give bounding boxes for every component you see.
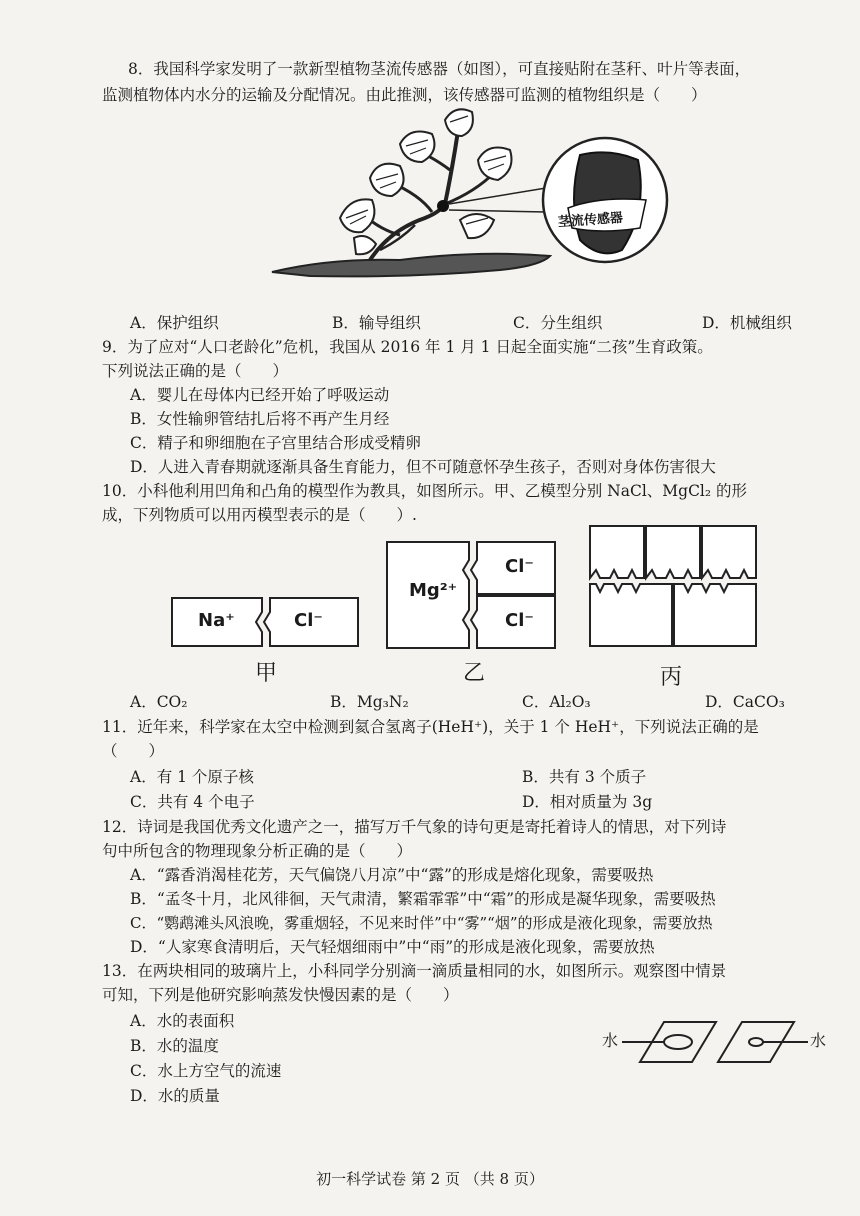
q8-option-a: A．保护组织: [130, 314, 219, 332]
model-b-ion-1: Mg²⁺: [409, 580, 458, 601]
q9-option-d: D．人进入青春期就逐渐具备生育能力，但不可随意怀孕生孩子，否则对身体伤害很大: [130, 458, 716, 476]
model-a: [170, 596, 360, 648]
model-b: [385, 540, 557, 650]
q12-option-b: B．“孟冬十月，北风徘徊，天气肃清，繁霜霏霏”中“霜”的形成是凝华现象，需要吸热: [130, 890, 716, 908]
q13-option-c: C．水上方空气的流速: [130, 1062, 282, 1080]
q11-option-d: D．相对质量为 3g: [522, 793, 653, 811]
q9-option-a: A．婴儿在母体内已经开始了呼吸运动: [130, 386, 390, 404]
model-c-caption: 丙: [660, 665, 683, 690]
q13-option-b: B．水的温度: [130, 1037, 219, 1055]
plant-sensor-figure: [250, 100, 810, 305]
q9-option-b: B．女性输卵管结扎后将不再产生月经: [130, 410, 390, 428]
q11-option-b: B．共有 3 个质子: [522, 768, 647, 786]
water-label-left: 水: [602, 1031, 619, 1050]
model-b-caption: 乙: [463, 661, 486, 686]
q10-option-c: C．Al₂O₃: [522, 693, 591, 711]
q8-stem-line2: 监测植物体内水分的运输及分配情况。由此推测，该传感器可监测的植物组织是（ ）: [102, 86, 707, 104]
q10-option-a: A．CO₂: [130, 693, 188, 711]
q13-option-a: A．水的表面积: [130, 1012, 235, 1030]
plant-illustration: [250, 100, 810, 305]
glass-plates: [600, 1018, 830, 1068]
page-footer: 初一科学试卷 第 2 页 （共 8 页）: [316, 1170, 544, 1188]
q10-stem-line2: 成，下列物质可以用丙模型表示的是（ ）.: [102, 506, 417, 524]
water-label-right: 水: [810, 1031, 827, 1050]
q11-option-c: C．共有 4 个电子: [130, 793, 255, 811]
q8-option-c: C．分生组织: [513, 314, 603, 332]
q8-option-d: D．机械组织: [702, 314, 792, 332]
q12-option-c: C．“鹦鹉滩头风浪晚，雾重烟轻，不见来时伴”中“雾”“烟”的形成是液化现象，需要放热: [130, 914, 713, 932]
glass-plates-figure: [600, 1018, 830, 1068]
model-c: [588, 524, 758, 648]
q13-stem-line2: 可知，下列是他研究影响蒸发快慢因素的是（ ）: [102, 986, 459, 1004]
model-b-ion-2: Cl⁻: [505, 556, 534, 577]
q11-stem-line2: （ ）: [102, 742, 165, 760]
model-b-ion-3: Cl⁻: [505, 610, 534, 631]
q13-stem-line1: 13．在两块相同的玻璃片上，小科同学分别滴一滴质量相同的水，如图所示。观察图中情景: [102, 962, 727, 980]
q9-stem-line2: 下列说法正确的是（ ）: [102, 362, 289, 380]
q10-option-b: B．Mg₃N₂: [330, 693, 409, 711]
q11-option-a: A．有 1 个原子核: [130, 768, 254, 786]
q13-option-d: D．水的质量: [130, 1087, 220, 1105]
q12-stem-line2: 句中所包含的物理现象分析正确的是（ ）: [102, 842, 413, 860]
model-a-ion-2: Cl⁻: [294, 610, 323, 631]
q11-stem-line1: 11．近年来，科学家在太空中检测到氦合氢离子(HeH⁺)，关于 1 个 HeH⁺，下列说法正确的是: [102, 718, 759, 736]
model-c-shape: [588, 524, 758, 648]
sensor-label: 茎流传感器: [557, 210, 624, 231]
q9-stem-line1: 9．为了应对“人口老龄化”危机，我国从 2016 年 1 月 1 日起全面实施“二孩”生育政策。: [102, 338, 713, 356]
q12-option-d: D．“人家寒食清明后，天气轻烟细雨中”中“雨”的形成是液化现象，需要放热: [130, 938, 655, 956]
q12-option-a: A．“露香消渴桂花芳，天气偏饶八月凉”中“露”的形成是熔化现象，需要吸热: [130, 866, 654, 884]
model-a-caption: 甲: [255, 661, 278, 686]
q9-option-c: C．精子和卵细胞在子宫里结合形成受精卵: [130, 434, 421, 452]
model-a-ion-1: Na⁺: [198, 610, 235, 631]
q10-stem-line1: 10．小科他利用凹角和凸角的模型作为教具，如图所示。甲、乙模型分别 NaCl、MgCl₂ 的形: [102, 482, 748, 500]
q8-option-b: B．输导组织: [332, 314, 421, 332]
q10-option-d: D．CaCO₃: [705, 693, 785, 711]
q12-stem-line1: 12．诗词是我国优秀文化遗产之一，描写万千气象的诗句更是寄托着诗人的情思，对下列诗: [102, 818, 727, 836]
q8-stem-line1: 8．我国科学家发明了一款新型植物茎流传感器（如图），可直接贴附在茎秆、叶片等表面，: [128, 60, 751, 78]
